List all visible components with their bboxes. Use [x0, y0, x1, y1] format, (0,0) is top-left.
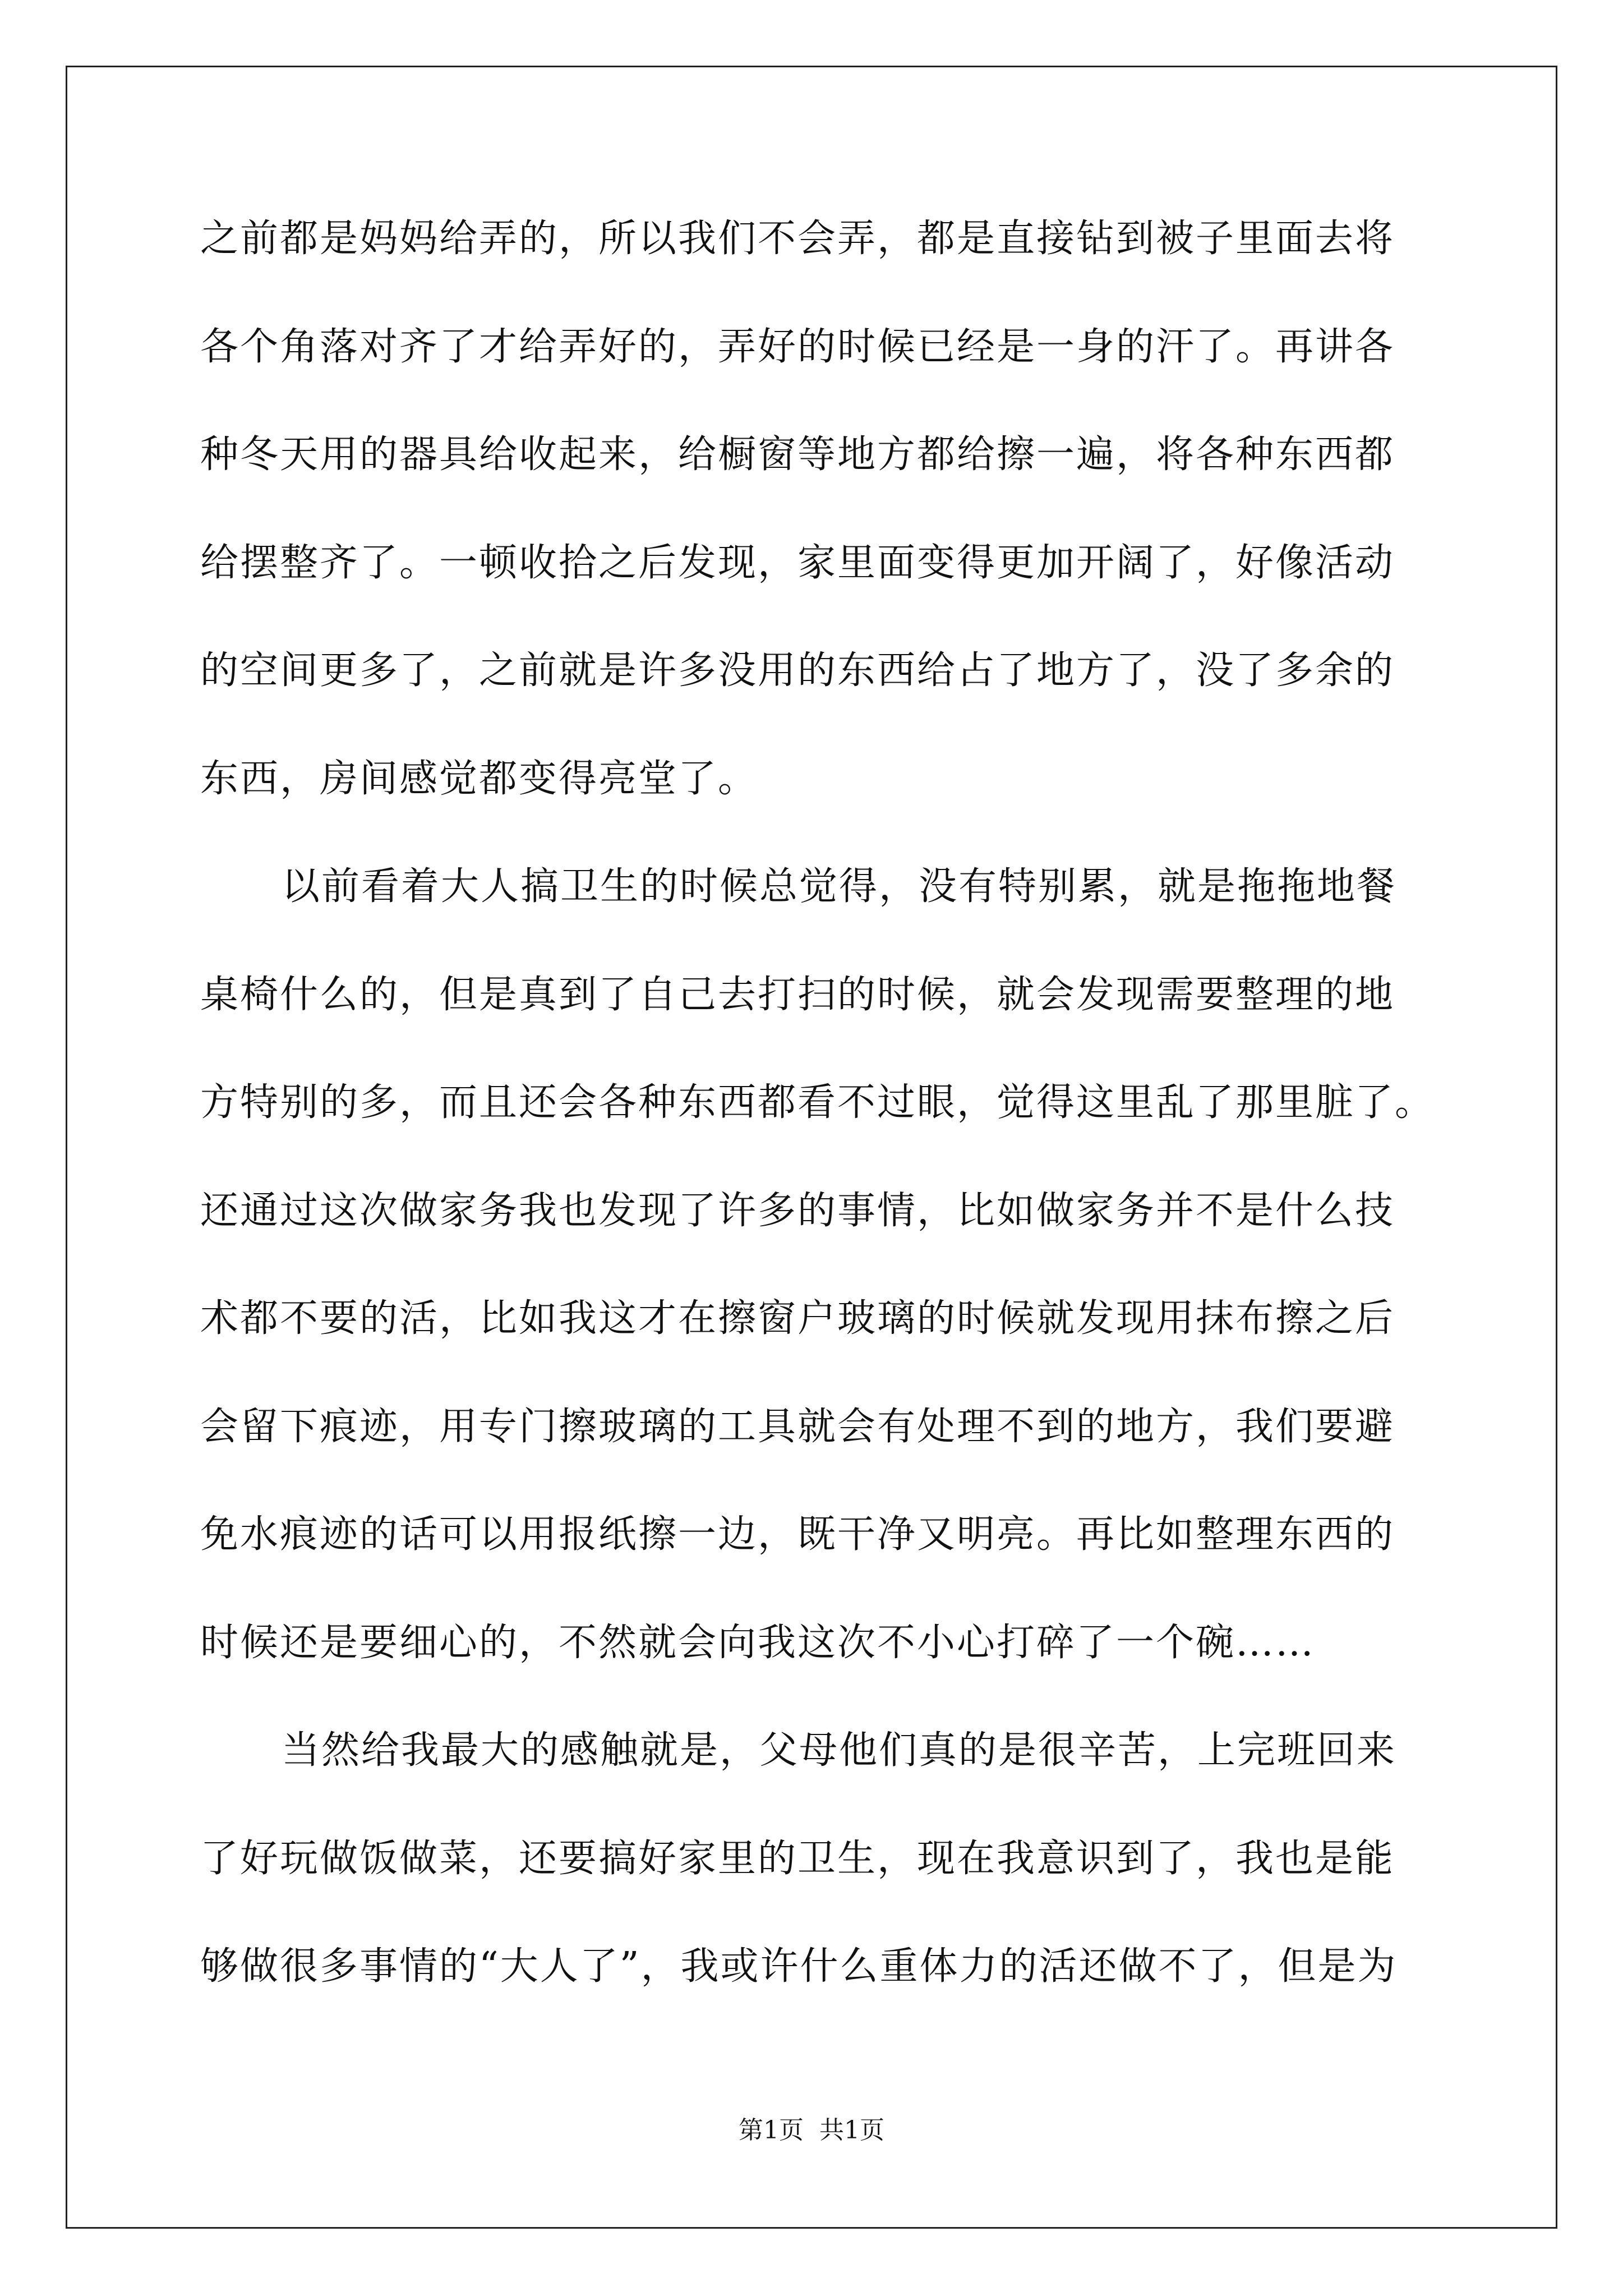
text-line: 之前都是妈妈给弄的，所以我们不会弄，都是直接钻到被子里面去将 — [200, 217, 1395, 261]
text-line: 各个角落对齐了才给弄好的，弄好的时候已经是一身的汗了。再讲各 — [200, 324, 1395, 369]
text-line: 够做很多事情的“大人了”，我或许什么重体力的活还做不了，但是为 — [200, 1944, 1398, 1989]
text-line: 还通过这次做家务我也发现了许多的事情，比如做家务并不是什么技 — [200, 1188, 1395, 1233]
text-line: 时候还是要细心的，不然就会向我这次不小心打碎了一个碗…… — [200, 1620, 1316, 1665]
paragraph-first-line: 以前看着大人搞卫生的时候总觉得，没有特别累，就是拖拖地餐 — [282, 864, 1397, 909]
text-line: 会留下痕迹，用专门擦玻璃的工具就会有处理不到的地方，我们要避 — [200, 1404, 1395, 1449]
page-count: 共1页 — [819, 2116, 884, 2145]
text-line: 给摆整齐了。一顿收拾之后发现，家里面变得更加开阔了，好像活动 — [200, 540, 1395, 585]
text-line: 的空间更多了，之前就是许多没用的东西给占了地方了，没了多余的 — [200, 648, 1395, 693]
page-number: 第1页 — [739, 2116, 804, 2145]
text-line: 东西，房间感觉都变得亮堂了。 — [200, 756, 758, 801]
page-footer — [0, 2116, 1623, 2145]
document-body — [200, 216, 1435, 2052]
text-line: 种冬天用的器具给收起来，给橱窗等地方都给擦一遍，将各种东西都 — [200, 432, 1395, 477]
text-line: 免水痕迹的话可以用报纸擦一边，既干净又明亮。再比如整理东西的 — [200, 1512, 1395, 1557]
text-line: 术都不要的活，比如我这才在擦窗户玻璃的时候就发现用抹布擦之后 — [200, 1296, 1395, 1341]
text-line: 桌椅什么的，但是真到了自己去打扫的时候，就会发现需要整理的地 — [200, 972, 1395, 1017]
text-line: 方特别的多，而且还会各种东西都看不过眼，觉得这里乱了那里脏了。 — [200, 1080, 1435, 1125]
paragraph-first-line: 当然给我最大的感触就是，父母他们真的是很辛苦，上完班回来 — [282, 1728, 1397, 1773]
text-line: 了好玩做饭做菜，还要搞好家里的卫生，现在我意识到了，我也是能 — [200, 1836, 1395, 1881]
